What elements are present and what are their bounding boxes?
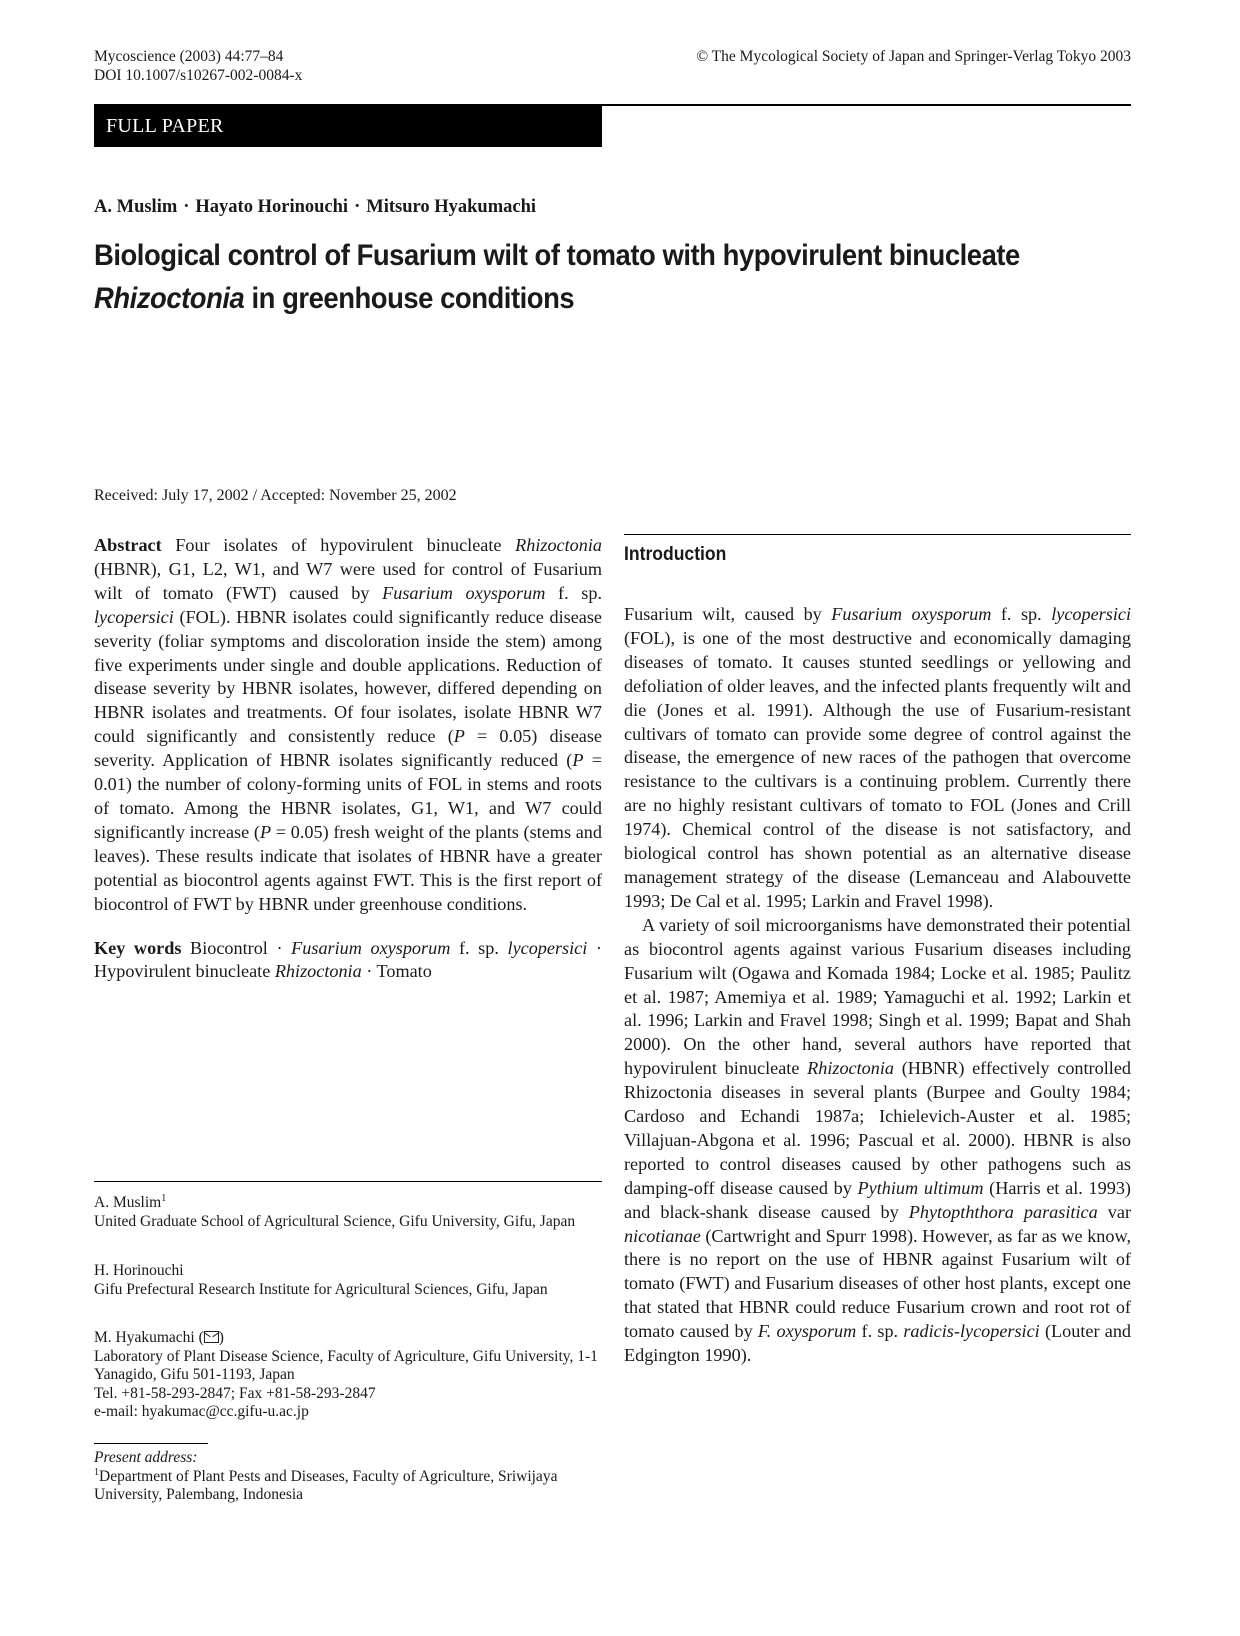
affiliation-email[interactable]: e-mail: hyakumac@cc.gifu-u.ac.jp xyxy=(94,1403,309,1420)
intro-text: f. sp. xyxy=(856,1321,904,1342)
author-list xyxy=(94,197,536,218)
abstract-italic: P xyxy=(572,750,584,771)
keywords xyxy=(94,937,602,985)
abstract-text: (FOL). HBNR isolates could significantly reduce disease severity (foliar symptoms and discoloration inside the stem) among five experiments under single and double applications. Reduction of disease severity by HBNR isolates, however, differed depending on HBNR isolates and treatments. Of four isolates, isolate HBNR W7 could significantly and consistently reduce ( xyxy=(94,606,602,747)
abstract-text: = 0.05) disease severity. Application of HBNR isolates significantly reduced ( xyxy=(94,726,602,771)
author-name: Hayato Horinouchi xyxy=(195,197,349,217)
intro-text: (Louter and Edgington 1990). xyxy=(624,1321,1132,1366)
intro-text: (FOL), is one of the most destructive and economically damaging diseases of tomato. It causes stunted seedlings or yellowing and defoliation of older leaves, and the infected plants frequently wilt and die (Jones et al. 1991). Although the use of Fusarium-resistant cultivars of tomato can provide some degree of control against the disease, the emergence of new races of the pathogen that overcome resistance to the cultivars is a continuing problem. Currently there are no highly resistant cultivars of tomato to FOL (Jones and Crill 1974). Chemical control of the disease is not satisfactory, and biological control has shown potential as an alternative disease management strategy of the disease (Lemanceau and Alabouvette 1993; De Cal et al. 1995; Larkin and Fravel 1998). xyxy=(624,627,1131,911)
abstract-italic: P xyxy=(453,726,465,747)
intro-text: (Harris et al. 1993) and black-shank disease caused by xyxy=(624,1177,1131,1222)
affiliation-horinouchi xyxy=(94,1262,602,1299)
keywords-label: Key words xyxy=(94,937,182,958)
abstract-italic: Rhizoctonia xyxy=(515,535,602,555)
author-name: A. Muslim xyxy=(94,197,178,217)
intro-text: var xyxy=(1097,1201,1131,1222)
author-name: Mitsuro Hyakumachi xyxy=(366,197,537,217)
title-genus: Rhizoctonia xyxy=(94,282,245,315)
title-line-2-rest: in greenhouse conditions xyxy=(244,282,575,315)
introduction-heading: Introduction xyxy=(624,543,727,565)
affiliation-author: M. Hyakumachi xyxy=(94,1329,195,1346)
affiliation-address: United Graduate School of Agricultural Science, Gifu University, Gifu, Japan xyxy=(94,1212,576,1230)
affiliation-name xyxy=(94,1194,602,1213)
affiliation-footnote-mark: 1 xyxy=(161,1192,167,1204)
intro-italic: Fusarium oxysporum xyxy=(831,604,992,624)
affiliation-muslim xyxy=(94,1194,602,1231)
title-line-2 xyxy=(94,277,1080,320)
paper-title xyxy=(94,234,1080,320)
affiliation-name: M. Hyakumachi ( ) xyxy=(94,1329,224,1346)
received-accepted-dates: Received: July 17, 2002 / Accepted: November 25, 2002 xyxy=(94,487,457,504)
affiliation-address: Laboratory of Plant Disease Science, Faculty of Agriculture, Gifu University, 1-1 Yanagido, Gifu 501-1193, Japan xyxy=(94,1347,598,1383)
intro-italic: nicotianae xyxy=(624,1225,701,1246)
affiliation-phone: Tel. +81-58-293-2847; Fax +81-58-293-2847 xyxy=(94,1384,376,1402)
affiliation-address: Gifu Prefectural Research Institute for Agricultural Sciences, Gifu, Japan xyxy=(94,1280,548,1298)
abstract-italic: Fusarium oxysporum xyxy=(382,582,546,603)
introduction-paragraph-1 xyxy=(624,603,1131,914)
affiliation-hyakumachi xyxy=(94,1329,602,1422)
keywords-italic: Rhizoctonia xyxy=(274,961,362,982)
affiliation-name: H. Horinouchi xyxy=(94,1262,184,1279)
affiliation-rule xyxy=(94,1181,602,1182)
keywords-text: Biocontrol · xyxy=(181,937,292,958)
title-line-1: Biological control of Fusarium wilt of tomato with hypovirulent binucleate xyxy=(94,239,1020,272)
abstract-text: f. sp. xyxy=(545,582,602,603)
affiliation-author: A. Muslim xyxy=(94,1194,162,1211)
journal-citation: Mycoscience (2003) 44:77–84 xyxy=(94,48,284,65)
doi: DOI 10.1007/s10267-002-0084-x xyxy=(94,67,303,84)
keywords-italic: lycopersici xyxy=(507,937,588,958)
introduction-rule xyxy=(624,534,1131,535)
author-separator: · xyxy=(354,197,361,217)
keywords-text: f. sp. xyxy=(450,937,508,958)
intro-text: (HBNR) effectively controlled Rhizoctonia diseases in several plants (Burpee and Goulty 1984; Cardoso and Echandi 1987a; Ichielevich-Auster et al. 1985; Villajuan-Abgona et al. 1996; Pascual et al. 2000). HBNR is also reported to control diseases caused by other pathogens such as damping-off disease caused by xyxy=(624,1058,1131,1198)
intro-italic: Rhizoctonia xyxy=(807,1058,895,1079)
abstract-italic: lycopersici xyxy=(94,606,174,627)
intro-italic: radicis-lycopersici xyxy=(903,1321,1040,1342)
intro-italic: Phytopththora parasitica xyxy=(908,1201,1098,1222)
abstract-label: Abstract xyxy=(94,535,162,555)
introduction-paragraph-2 xyxy=(624,914,1131,1368)
intro-text: (Cartwright and Spurr 1998). However, as far as we know, there is no report on the use of HBNR against Fusarium wilt of tomato (FWT) and Fusarium diseases of other host plants, except one that stated that HBNR could reduce Fusarium crown and root rot of tomato caused by xyxy=(624,1225,1131,1342)
keywords-italic: Fusarium oxysporum xyxy=(291,937,451,958)
intro-italic: lycopersici xyxy=(1051,604,1131,624)
keywords-text: · Hypovirulent binucleate xyxy=(94,937,602,982)
abstract-text: = 0.05) fresh weight of the plants (stems and leaves). These results indicate that isolates of HBNR have a greater potential as biocontrol agents against FWT. This is the first report of biocontrol of FWT by HBNR under greenhouse conditions. xyxy=(94,821,602,914)
keywords-text: · Tomato xyxy=(361,961,432,982)
abstract xyxy=(94,534,602,917)
introduction-body xyxy=(624,603,1131,1368)
paper-type-banner: FULL PAPER xyxy=(94,106,602,147)
left-column xyxy=(94,534,602,984)
present-address-rule xyxy=(94,1443,208,1444)
intro-text: A variety of soil microorganisms have demonstrated their potential as biocontrol agents against various Fusarium diseases including Fusarium wilt (Ogawa and Komada 1984; Locke et al. 1985; Paulitz et al. 1987; Amemiya et al. 1989; Yamaguchi et al. 1992; Larkin et al. 1996; Larkin and Fravel 1998; Singh et al. 1999; Bapat and Shah 2000). On the other hand, several authors have reported that hypovirulent binucleate xyxy=(624,914,1131,1079)
intro-italic: F. oxysporum xyxy=(757,1321,857,1342)
copyright-notice: © The Mycological Society of Japan and Springer-Verlag Tokyo 2003 xyxy=(696,48,1131,65)
intro-text: Fusarium wilt, caused by xyxy=(624,604,832,624)
abstract-text: (HBNR), G1, L2, W1, and W7 were used for control of Fusarium wilt of tomato (FWT) caused by xyxy=(94,558,602,603)
intro-italic: Pythium ultimum xyxy=(857,1177,984,1198)
present-address-footnote-mark: 1 xyxy=(94,1466,99,1478)
running-header-left xyxy=(94,47,302,85)
present-address-text: Department of Plant Pests and Diseases, Faculty of Agriculture, Sriwijaya University, Palembang, Indonesia xyxy=(94,1467,558,1503)
abstract-italic: P xyxy=(259,821,272,842)
envelope-icon xyxy=(204,1331,219,1343)
present-address-label: Present address: xyxy=(94,1449,198,1466)
author-separator: · xyxy=(183,197,190,217)
abstract-text: Four isolates of hypovirulent binucleate xyxy=(161,535,516,555)
present-address xyxy=(94,1449,602,1505)
abstract-text: = 0.01) the number of colony-forming units of FOL in stems and roots of tomato. Among the HBNR isolates, G1, W1, and W7 could significantly increase ( xyxy=(94,750,602,842)
intro-text: f. sp. xyxy=(991,604,1052,624)
